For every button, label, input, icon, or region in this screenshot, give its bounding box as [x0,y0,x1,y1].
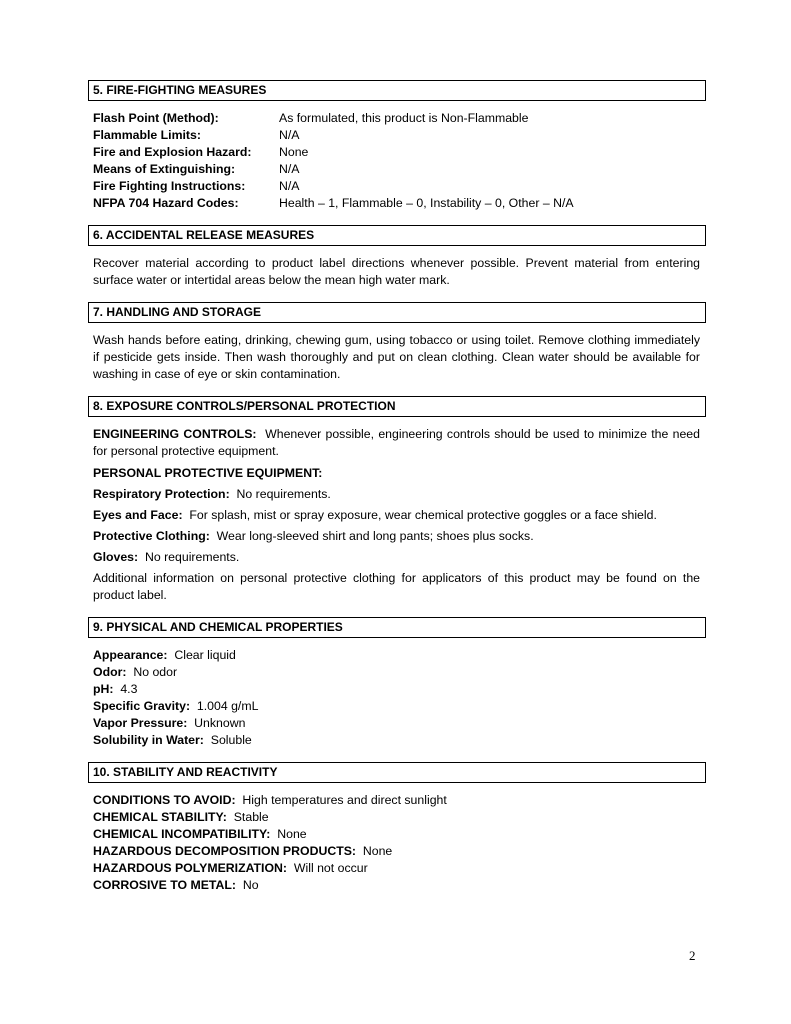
stability-label: CHEMICAL STABILITY: [93,810,227,824]
paragraph [93,426,700,460]
ppe-item [93,507,700,524]
kv-label: NFPA 704 Hazard Codes: [93,196,239,210]
engineering-controls-label: ENGINEERING CONTROLS: [93,427,257,441]
ppe-label: Gloves: [93,550,139,564]
ppe-label: Eyes and Face: [93,508,183,522]
section-5-body [88,110,706,212]
kv-value: Health – 1, Flammable – 0, Instability – 0, Other – N/A [279,196,574,210]
page-number: 2 [689,948,696,963]
section-8-header: 8. EXPOSURE CONTROLS/PERSONAL PROTECTION [88,396,706,417]
paragraph: Recover material according to product label directions whenever possible. Prevent material from entering surface water or intertidal areas below the mean high water mark. [93,256,700,287]
kv-label: Flash Point (Method): [93,111,219,125]
stability-row [93,877,700,894]
property-label: Solubility in Water: [93,733,204,747]
kv-row [93,195,700,212]
stability-row [93,826,700,843]
property-value: Soluble [210,733,252,747]
stability-value: Will not occur [293,861,368,875]
stability-row [93,792,700,809]
ppe-item [93,528,700,545]
ppe-label: Protective Clothing: [93,529,210,543]
stability-value: None [277,827,307,841]
section-7-header: 7. HANDLING AND STORAGE [88,302,706,323]
document-page [88,80,706,894]
property-row [93,664,700,681]
stability-value: Stable [233,810,269,824]
section-10-header: 10. STABILITY AND REACTIVITY [88,762,706,783]
stability-label: HAZARDOUS DECOMPOSITION PRODUCTS: [93,844,357,858]
property-value: No odor [133,665,178,679]
ppe-value: No requirements. [144,550,240,564]
property-row [93,715,700,732]
kv-value: N/A [279,162,300,176]
kv-row [93,110,700,127]
ppe-value: For splash, mist or spray exposure, wear chemical protective goggles or a face shield. [189,508,657,522]
paragraph: Additional information on personal protective clothing for applicators of this product may be found on the product label. [93,571,700,602]
stability-value: No [242,878,259,892]
ppe-value: Wear long-sleeved shirt and long pants; shoes plus socks. [216,529,534,543]
stability-value: None [362,844,393,858]
kv-value: As formulated, this product is Non-Flammable [279,111,529,125]
property-value: 4.3 [120,682,138,696]
stability-value: High temperatures and direct sunlight [242,793,447,807]
stability-label: HAZARDOUS POLYMERIZATION: [93,861,288,875]
property-row [93,732,700,749]
stability-row [93,860,700,877]
kv-label: Fire Fighting Instructions: [93,179,246,193]
section-6-header: 6. ACCIDENTAL RELEASE MEASURES [88,225,706,246]
property-label: Vapor Pressure: [93,716,188,730]
section-5-header: 5. FIRE-FIGHTING MEASURES [88,80,706,101]
kv-label: Flammable Limits: [93,128,201,142]
kv-label: Fire and Explosion Hazard: [93,145,252,159]
property-label: Specific Gravity: [93,699,191,713]
ppe-item [93,486,700,503]
section-10-body [88,792,706,894]
paragraph: Wash hands before eating, drinking, chewing gum, using tobacco or using toilet. Remove clothing immediately if pesticide gets inside. Then wash thoroughly and put on clean clothing. Clean water should be available for washing in case of eye or skin contamination. [93,333,700,381]
property-value: Clear liquid [174,648,236,662]
section-9-body [88,647,706,749]
section-9-header: 9. PHYSICAL AND CHEMICAL PROPERTIES [88,617,706,638]
engineering-controls-text: Whenever possible, engineering controls should be used to minimize the need for personal protective equipment. [93,427,700,458]
property-label: Appearance: [93,648,168,662]
section-8-body [88,426,706,604]
ppe-item [93,549,700,566]
kv-row [93,178,700,195]
stability-label: CONDITIONS TO AVOID: [93,793,236,807]
kv-row [93,161,700,178]
section-6-body [88,255,706,289]
stability-row [93,809,700,826]
stability-label: CHEMICAL INCOMPATIBILITY: [93,827,271,841]
property-value: Unknown [194,716,246,730]
stability-row [93,843,700,860]
kv-value: N/A [279,128,300,142]
kv-value: N/A [279,179,300,193]
property-row [93,698,700,715]
stability-label: CORROSIVE TO METAL: [93,878,237,892]
property-label: pH: [93,682,114,696]
ppe-heading: PERSONAL PROTECTIVE EQUIPMENT: [93,466,323,480]
property-row [93,681,700,698]
ppe-label: Respiratory Protection: [93,487,230,501]
property-label: Odor: [93,665,127,679]
kv-label: Means of Extinguishing: [93,162,236,176]
kv-row [93,127,700,144]
kv-value: None [279,145,309,159]
kv-row [93,144,700,161]
ppe-value: No requirements. [236,487,331,501]
section-7-body [88,332,706,383]
property-row [93,647,700,664]
property-value: 1.004 g/mL [196,699,259,713]
